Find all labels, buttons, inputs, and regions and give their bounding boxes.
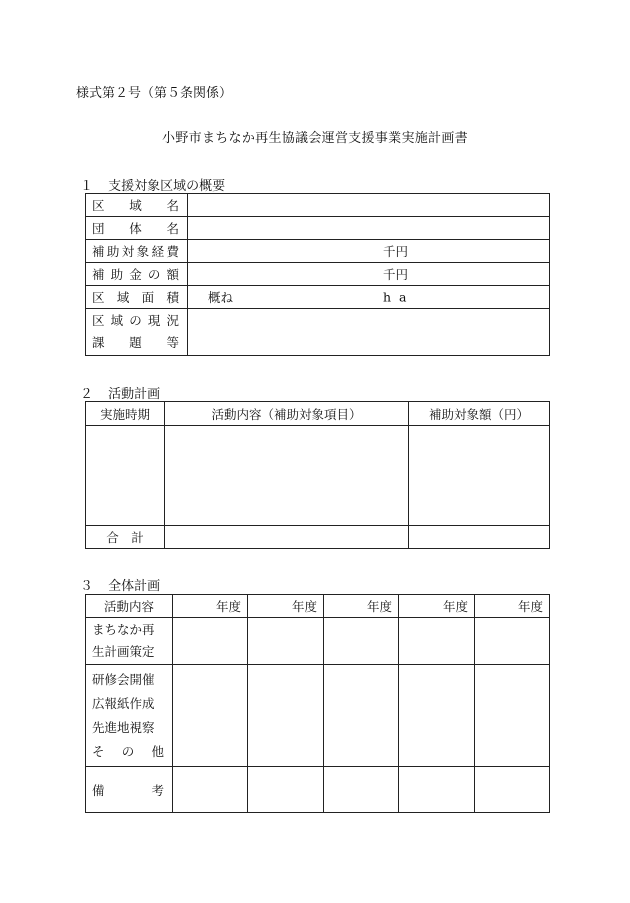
section-2-title: 活動計画 (108, 387, 161, 402)
label-char: 課 (92, 335, 105, 350)
row-other-activities (86, 665, 550, 767)
label-char: 他 (151, 743, 164, 759)
section-3-number: ３ (80, 579, 94, 594)
unit-thousand-yen-cost: 千円 (383, 244, 409, 259)
cell-other-y5[interactable] (475, 665, 550, 767)
approx-label: 概ね (208, 290, 234, 305)
spread-remarks (86, 781, 172, 799)
document-title: 小野市まちなか再生協議会運営支援事業実施計画書 (162, 131, 468, 146)
cell-remarks-y1[interactable] (173, 767, 248, 813)
col-activity: 活動内容 (86, 595, 173, 618)
row-group-name (86, 217, 550, 240)
row-area-status (86, 309, 550, 356)
label-subsidy-cost (86, 240, 188, 263)
cell-plan-y1[interactable] (173, 618, 248, 665)
col-period: 実施時期 (86, 402, 165, 426)
label-char: 助 (110, 267, 124, 282)
spread-subsidy-cost (86, 242, 187, 260)
field-total-content[interactable] (165, 526, 409, 549)
label-subsidy-amount (86, 263, 188, 286)
label-char: 額 (166, 267, 179, 282)
label-char: 面 (141, 290, 155, 305)
row-subsidy-cost (86, 240, 550, 263)
label-char: 区 (92, 198, 105, 213)
label-area-size (86, 286, 188, 309)
label-remarks (86, 767, 173, 813)
label-char: 経 (151, 244, 165, 259)
label-char: 体 (129, 221, 142, 236)
cell-plan-y5[interactable] (475, 618, 550, 665)
row-town-plan (86, 618, 550, 665)
label-char: 域 (110, 313, 124, 328)
cell-other-y4[interactable] (399, 665, 475, 767)
label-char: 補 (92, 244, 105, 259)
label-char: 団 (92, 221, 105, 236)
label-char: 区 (92, 290, 105, 305)
overall-plan-header (86, 595, 550, 618)
cell-remarks-y4[interactable] (399, 767, 475, 813)
label-char: 名 (166, 198, 179, 213)
label-char: 等 (166, 335, 179, 350)
cell-other-y3[interactable] (324, 665, 399, 767)
field-period[interactable] (86, 426, 165, 526)
col-year-4: 年度 (399, 595, 475, 618)
label-area-status (86, 309, 188, 356)
spread-subsidy-amount (86, 265, 187, 283)
spread-group-name (86, 219, 187, 237)
label-group-name (86, 217, 188, 240)
field-area-status[interactable] (188, 309, 550, 356)
label-char: 備 (92, 782, 105, 798)
label-char: 名 (166, 221, 179, 236)
other-line-2: 広報紙作成 (92, 695, 155, 711)
label-char: 区 (92, 313, 105, 328)
label-char: 費 (166, 244, 179, 259)
label-char: 対 (121, 244, 135, 259)
spread-status-1 (92, 310, 179, 332)
section-2-heading (80, 383, 160, 402)
activity-plan-total-row (86, 526, 550, 549)
form-number: 様式第２号（第５条関係） (76, 86, 233, 101)
section-1-number: １ (80, 179, 94, 194)
spread-area-name (86, 196, 187, 214)
section-3-title: 全体計画 (108, 579, 161, 594)
field-area-size[interactable] (188, 286, 550, 309)
row-remarks (86, 767, 550, 813)
col-amount: 補助対象額（円） (409, 402, 550, 426)
col-content: 活動内容（補助対象項目） (165, 402, 409, 426)
other-line-3: 先進地視察 (92, 719, 155, 735)
field-group-name[interactable] (188, 217, 550, 240)
label-char: の (121, 743, 135, 759)
label-char: そ (92, 743, 105, 759)
cell-remarks-y3[interactable] (324, 767, 399, 813)
town-plan-line-1: まちなか再 (92, 622, 155, 637)
row-subsidy-amount (86, 263, 550, 286)
cell-other-y2[interactable] (248, 665, 324, 767)
label-char: 況 (166, 313, 179, 328)
col-year-2: 年度 (248, 595, 324, 618)
other-line-1: 研修会開催 (92, 671, 155, 687)
label-char: 補 (92, 267, 105, 282)
label-char: の (129, 313, 142, 328)
label-area-name (86, 194, 188, 217)
field-subsidy-amount[interactable] (188, 263, 550, 286)
area-overview-table (85, 193, 550, 356)
cell-remarks-y2[interactable] (248, 767, 324, 813)
activity-plan-body (86, 426, 550, 526)
row-area-name (86, 194, 550, 217)
cell-plan-y4[interactable] (399, 618, 475, 665)
label-other-activities (86, 665, 173, 767)
label-char: 題 (129, 335, 142, 350)
label-char: 考 (151, 782, 164, 798)
cell-plan-y3[interactable] (324, 618, 399, 665)
field-content[interactable] (165, 426, 409, 526)
label-char: 域 (129, 198, 142, 213)
town-plan-line-2: 生計画策定 (92, 644, 155, 659)
unit-ha: ha (383, 289, 415, 305)
col-year-1: 年度 (173, 595, 248, 618)
field-subsidy-cost[interactable] (188, 240, 550, 263)
col-year-3: 年度 (324, 595, 399, 618)
field-area-name[interactable] (188, 194, 550, 217)
overall-plan-table (85, 594, 550, 813)
section-1-title: 支援対象区域の概要 (108, 179, 226, 194)
label-char: 積 (166, 290, 179, 305)
label-char: 域 (116, 290, 130, 305)
unit-thousand-yen-amount: 千円 (383, 267, 409, 282)
spread-status-2 (92, 332, 179, 354)
label-char: 現 (147, 313, 161, 328)
field-total-amount[interactable] (409, 526, 550, 549)
col-year-5: 年度 (475, 595, 550, 618)
label-char: の (147, 267, 161, 282)
label-char: 助 (106, 244, 120, 259)
section-2-number: ２ (80, 387, 94, 402)
activity-plan-header (86, 402, 550, 426)
cell-plan-y2[interactable] (248, 618, 324, 665)
field-amount[interactable] (409, 426, 550, 526)
other-line-4 (92, 740, 164, 764)
label-char: 象 (136, 244, 150, 259)
spread-area-size (86, 288, 187, 306)
cell-other-y1[interactable] (173, 665, 248, 767)
activity-plan-table (85, 401, 550, 549)
section-1-heading (80, 175, 225, 194)
row-area-size (86, 286, 550, 309)
section-3-heading (80, 575, 160, 594)
cell-remarks-y5[interactable] (475, 767, 550, 813)
label-char: 金 (129, 267, 142, 282)
total-label: 合 計 (86, 526, 165, 549)
label-town-plan (86, 618, 173, 665)
